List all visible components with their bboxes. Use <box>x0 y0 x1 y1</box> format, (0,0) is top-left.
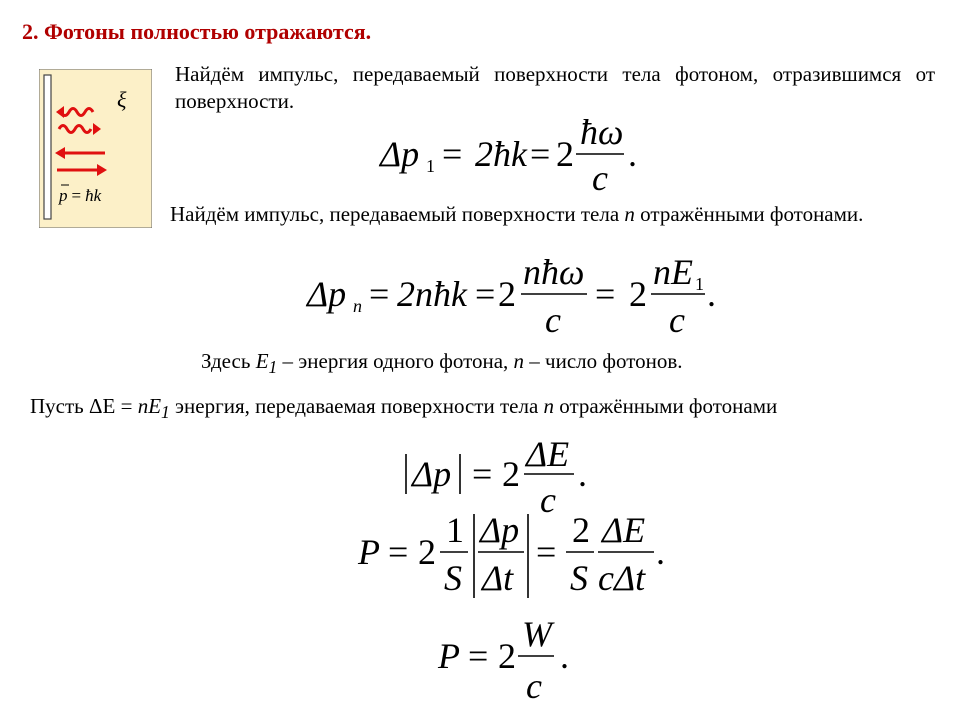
para3-n: n <box>513 349 525 373</box>
xi-symbol: ξ <box>117 87 127 112</box>
eq3-coef: 2 <box>502 454 520 494</box>
paragraph-n-photons <box>170 201 935 228</box>
eq2-lhs: Δp <box>307 274 347 314</box>
eq1-equals-a: = <box>442 134 463 174</box>
eq2-equals-b: = <box>475 274 496 314</box>
eq5-period: . <box>560 636 569 676</box>
para3-E-sub: 1 <box>268 357 278 378</box>
eq4-lhs: P <box>358 532 380 572</box>
eq2-mid: 2nħk <box>397 274 467 314</box>
photon-reflection-figure <box>39 69 152 228</box>
eq3-abs-content: Δp <box>412 454 452 494</box>
eq1-coef: 2 <box>556 134 574 174</box>
eq5-coef: 2 <box>498 636 516 676</box>
para4-text-b: = <box>115 394 138 418</box>
section-heading: 2. Фотоны полностью отражаются. <box>22 19 372 44</box>
eq5-equals: = <box>468 636 489 676</box>
para4-delta-E: ΔE <box>89 394 116 418</box>
para4-text-d: отражёнными фотонами <box>554 394 778 418</box>
eq3-numerator: ΔE <box>526 434 570 474</box>
para2-after: отражёнными фотонами. <box>634 202 864 226</box>
eq4-equals-b: = <box>536 532 557 572</box>
eq2-equals-c: = <box>595 274 616 314</box>
para3-text-c: – число фотонов. <box>524 349 683 373</box>
eq1-lhs-sub: 1 <box>426 156 435 176</box>
eq2-equals-a: = <box>369 274 390 314</box>
eq4-numerator-b: 2 <box>572 510 590 550</box>
para2-n: n <box>624 202 635 226</box>
eq2-coef-a: 2 <box>498 274 516 314</box>
eq3-denominator: c <box>540 480 556 520</box>
eq2-denominator-b: c <box>669 300 685 340</box>
eq4-coef-a: 2 <box>418 532 436 572</box>
equation-pressure-energy <box>430 614 600 710</box>
eq4-period: . <box>656 532 665 572</box>
eq2-numerator-b: nE <box>653 252 693 292</box>
eq1-period: . <box>628 134 637 174</box>
para4-nE-sub: 1 <box>161 402 170 423</box>
paragraph-single-photon: Найдём импульс, передаваемый поверхности тела фотоном, отразившимся от поверхности. <box>175 62 935 113</box>
eq2-denominator-a: c <box>545 300 561 340</box>
para3-text-b: – энергия одного фотона, <box>277 349 514 373</box>
para3-text-a: Здесь <box>201 349 256 373</box>
eq4-equals-a: = <box>388 532 409 572</box>
para4-nE: nE <box>137 394 162 418</box>
eq1-mid: 2ħk <box>475 134 527 174</box>
eq2-period: . <box>707 274 716 314</box>
eq2-lhs-sub: n <box>353 296 362 316</box>
equation-single-photon <box>370 108 660 196</box>
eq4-abs-numerator: Δp <box>480 510 520 550</box>
momentum-formula: p = ħk <box>59 186 102 205</box>
eq1-denominator: c <box>592 158 608 196</box>
paragraph-definitions <box>201 348 941 381</box>
eq3-equals: = <box>472 454 493 494</box>
eq5-numerator: W <box>522 614 552 654</box>
para2-before: Найдём импульс, передаваемый поверхности тела <box>170 202 625 226</box>
equation-pressure <box>350 508 680 608</box>
para4-text-a: Пусть <box>30 394 89 418</box>
eq4-denominator-b: S <box>570 558 588 598</box>
eq4-denominator-a: S <box>444 558 462 598</box>
para4-text-c: энергия, передаваемая поверхности тела <box>169 394 544 418</box>
wall-surface <box>44 75 51 219</box>
eq5-denominator: c <box>526 666 542 706</box>
eq2-coef-b: 2 <box>629 274 647 314</box>
eq4-denominator-c: cΔt <box>598 558 646 598</box>
eq1-lhs: Δp <box>380 134 420 174</box>
eq4-numerator-c: ΔE <box>602 510 646 550</box>
eq4-abs-denominator: Δt <box>482 558 514 598</box>
eq2-numerator-a: nħω <box>523 252 585 292</box>
eq5-lhs: P <box>438 636 460 676</box>
paragraph-energy <box>30 393 935 426</box>
para4-n: n <box>543 394 555 418</box>
eq1-numerator: ħω <box>580 112 624 152</box>
eq4-numerator-a: 1 <box>446 510 464 550</box>
para3-E: E <box>255 349 269 373</box>
eq2-numerator-b-sub: 1 <box>695 274 704 294</box>
equation-n-photons <box>297 250 747 342</box>
eq3-period: . <box>578 454 587 494</box>
eq1-equals-b: = <box>530 134 551 174</box>
